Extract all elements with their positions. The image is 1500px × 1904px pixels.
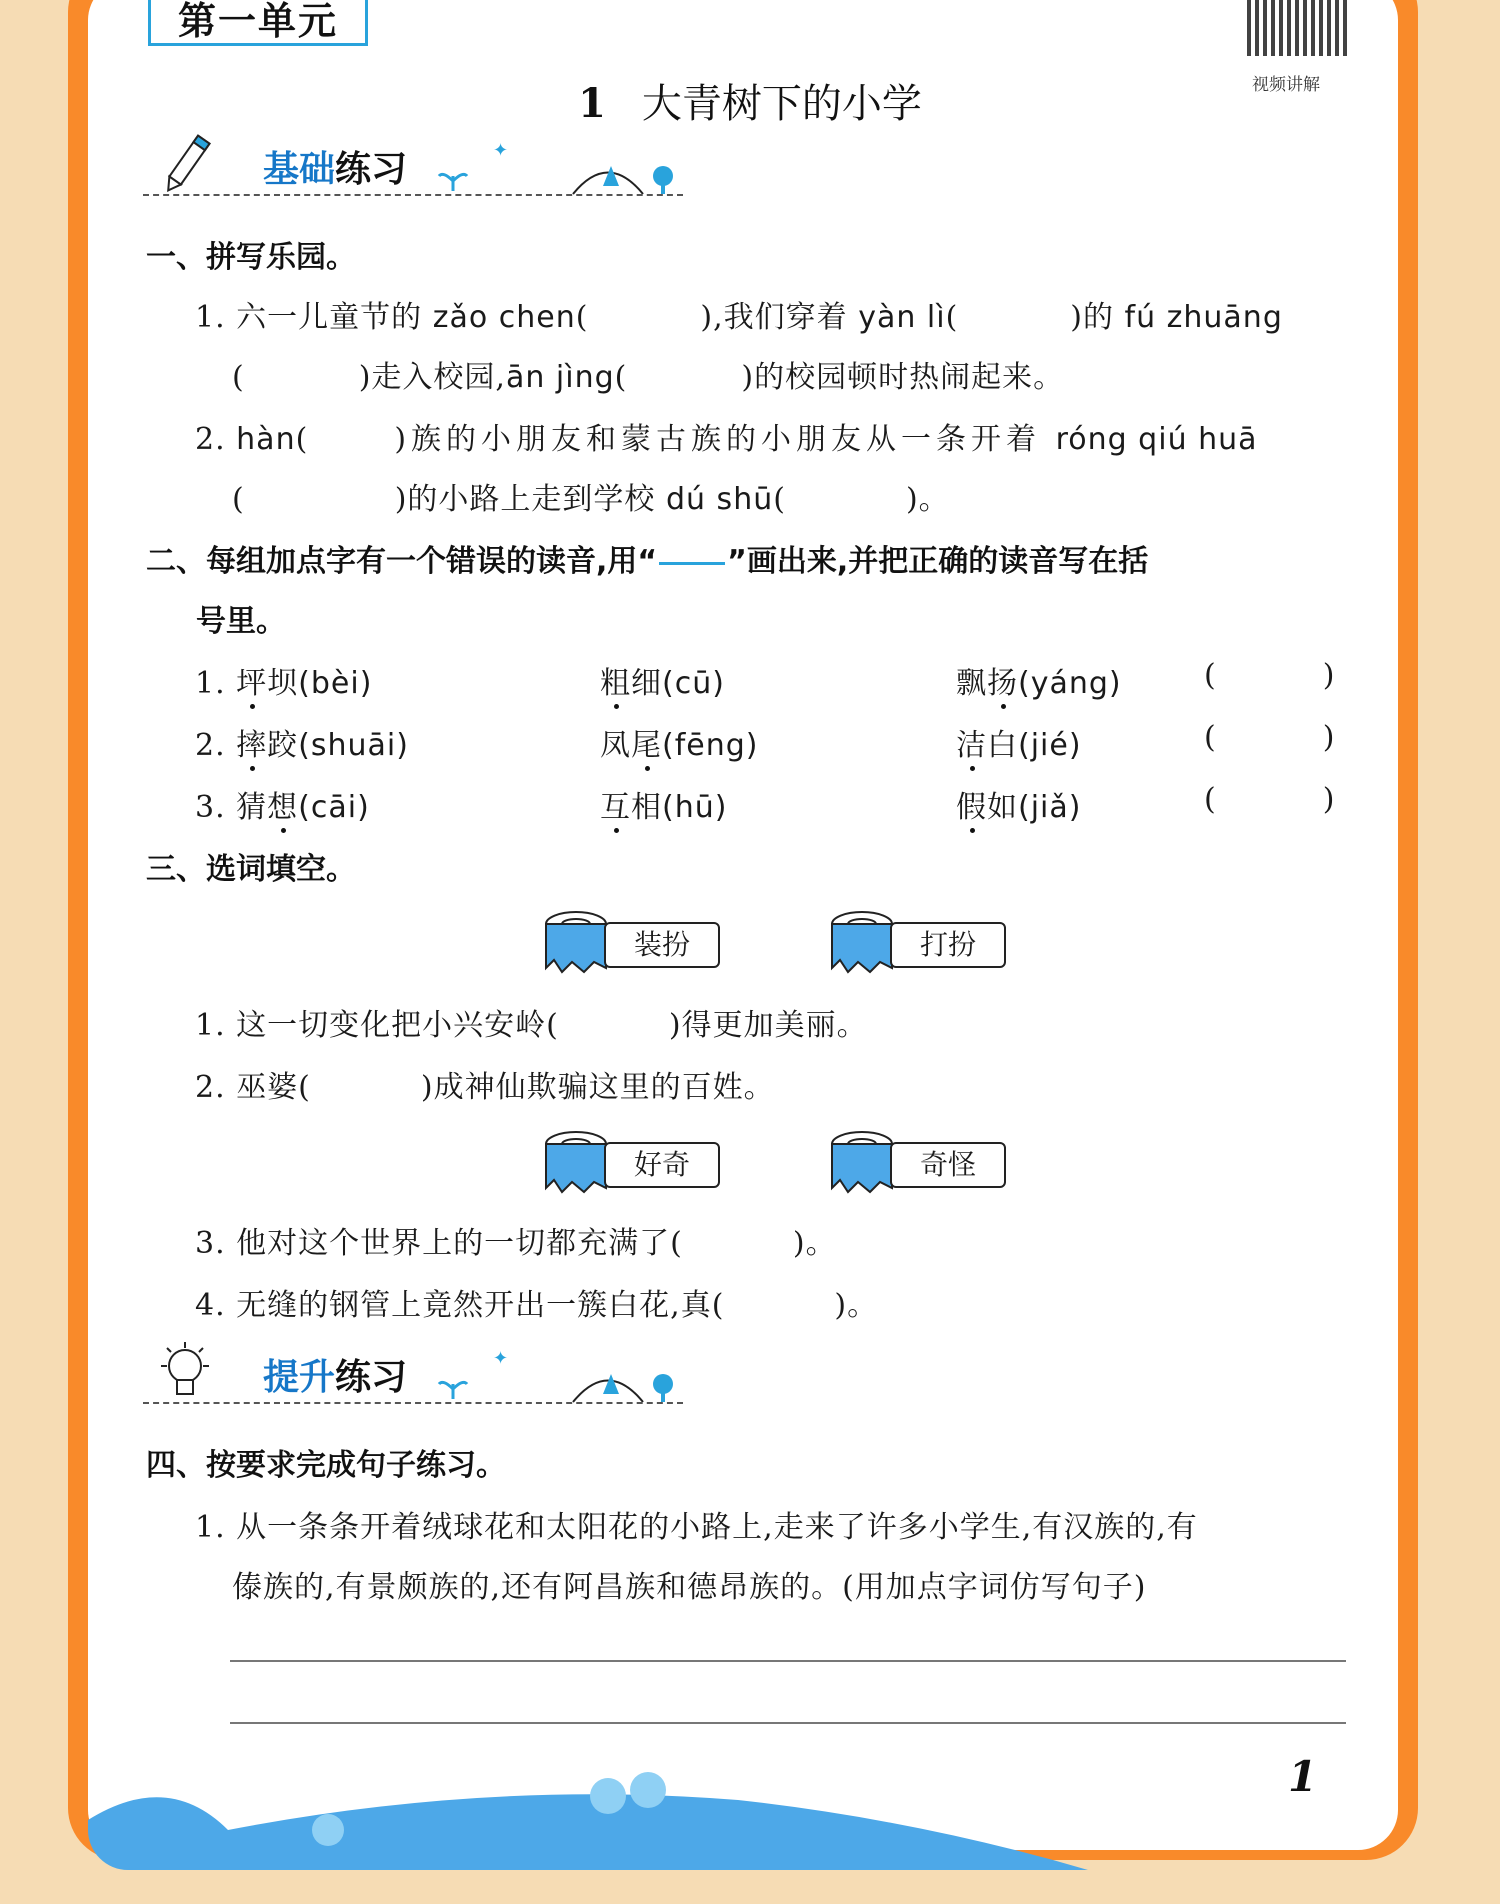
qr-code-icon[interactable] xyxy=(1247,0,1347,56)
answer-line-2[interactable] xyxy=(230,1722,1346,1724)
decoration-plants-icon xyxy=(433,136,683,196)
word-card-4: 奇怪 xyxy=(826,1120,1016,1200)
lesson-number: 1 xyxy=(578,80,606,127)
section-banner-basic xyxy=(143,132,683,202)
q3-sentence-1: 1. 这一切变化把小兴安岭( )得更加美丽。 xyxy=(195,1008,868,1043)
section-title-advanced: 提升练习 xyxy=(263,1357,408,1398)
lesson-title-text: 大青树下的小学 xyxy=(641,81,922,127)
word-card-3: 好奇 xyxy=(540,1120,730,1200)
q1-item1-line1: 1. 六一儿童节的 zǎo chen( ),我们穿着 yàn lì( )的 fú zhuāng xyxy=(195,300,1283,335)
section-banner-advanced xyxy=(143,1340,683,1410)
pencil-icon xyxy=(151,132,221,198)
answer-paren-1[interactable]: ( ) xyxy=(1204,658,1336,693)
q1-item2-line1: 2. hàn( )族的小朋友和蒙古族的小朋友从一条开着 róng qiú huā xyxy=(195,422,1258,457)
lightbulb-icon xyxy=(147,1340,223,1406)
question-2-heading: 二、每组加点字有一个错误的读音,用“ ”画出来,并把正确的读音写在括 xyxy=(146,544,1149,579)
answer-paren-2[interactable]: ( ) xyxy=(1204,720,1336,755)
q4-item1-line2: 傣族的,有景颇族的,还有阿昌族和德昂族的。(用加点字词仿写句子) xyxy=(232,1570,1147,1605)
word-card-2: 打扮 xyxy=(826,900,1016,980)
q4-item1-line1: 1. 从一条条开着绒球花和太阳花的小路上,走来了许多小学生,有汉族的,有 xyxy=(195,1510,1198,1545)
page-number: 1 xyxy=(1288,1752,1318,1801)
question-2-heading-cont: 号里。 xyxy=(196,604,286,639)
underline-sample xyxy=(659,562,725,565)
svg-text:✦: ✦ xyxy=(493,140,509,161)
q3-sentence-3: 3. 他对这个世界上的一切都充满了( )。 xyxy=(195,1226,837,1261)
section-title-basic: 基础练习 xyxy=(263,149,408,190)
lesson-title xyxy=(0,72,1500,129)
qr-caption: 视频讲解 xyxy=(1252,75,1320,95)
decoration-plants-icon xyxy=(433,1344,683,1404)
q3-sentence-4: 4. 无缝的钢管上竟然开出一簇白花,真( )。 xyxy=(195,1288,879,1323)
hills-icon xyxy=(88,1760,1398,1870)
answer-paren-3[interactable]: ( ) xyxy=(1204,782,1336,817)
answer-line-1[interactable] xyxy=(230,1660,1346,1662)
question-1-heading: 一、拼写乐园。 xyxy=(146,240,356,275)
question-4-heading: 四、按要求完成句子练习。 xyxy=(146,1448,506,1483)
question-3-heading: 三、选词填空。 xyxy=(146,852,356,887)
unit-label: 第一单元 xyxy=(148,0,368,46)
word-card-1: 装扮 xyxy=(540,900,730,980)
svg-text:✦: ✦ xyxy=(493,1348,509,1369)
footer-decoration xyxy=(88,1760,1398,1870)
q1-item1-line2: ( )走入校园,ān jìng( )的校园顿时热闹起来。 xyxy=(232,360,1065,395)
q3-sentence-2: 2. 巫婆( )成神仙欺骗这里的百姓。 xyxy=(195,1070,775,1105)
q1-item2-line2: ( )的小路上走到学校 dú shū( )。 xyxy=(232,482,950,517)
